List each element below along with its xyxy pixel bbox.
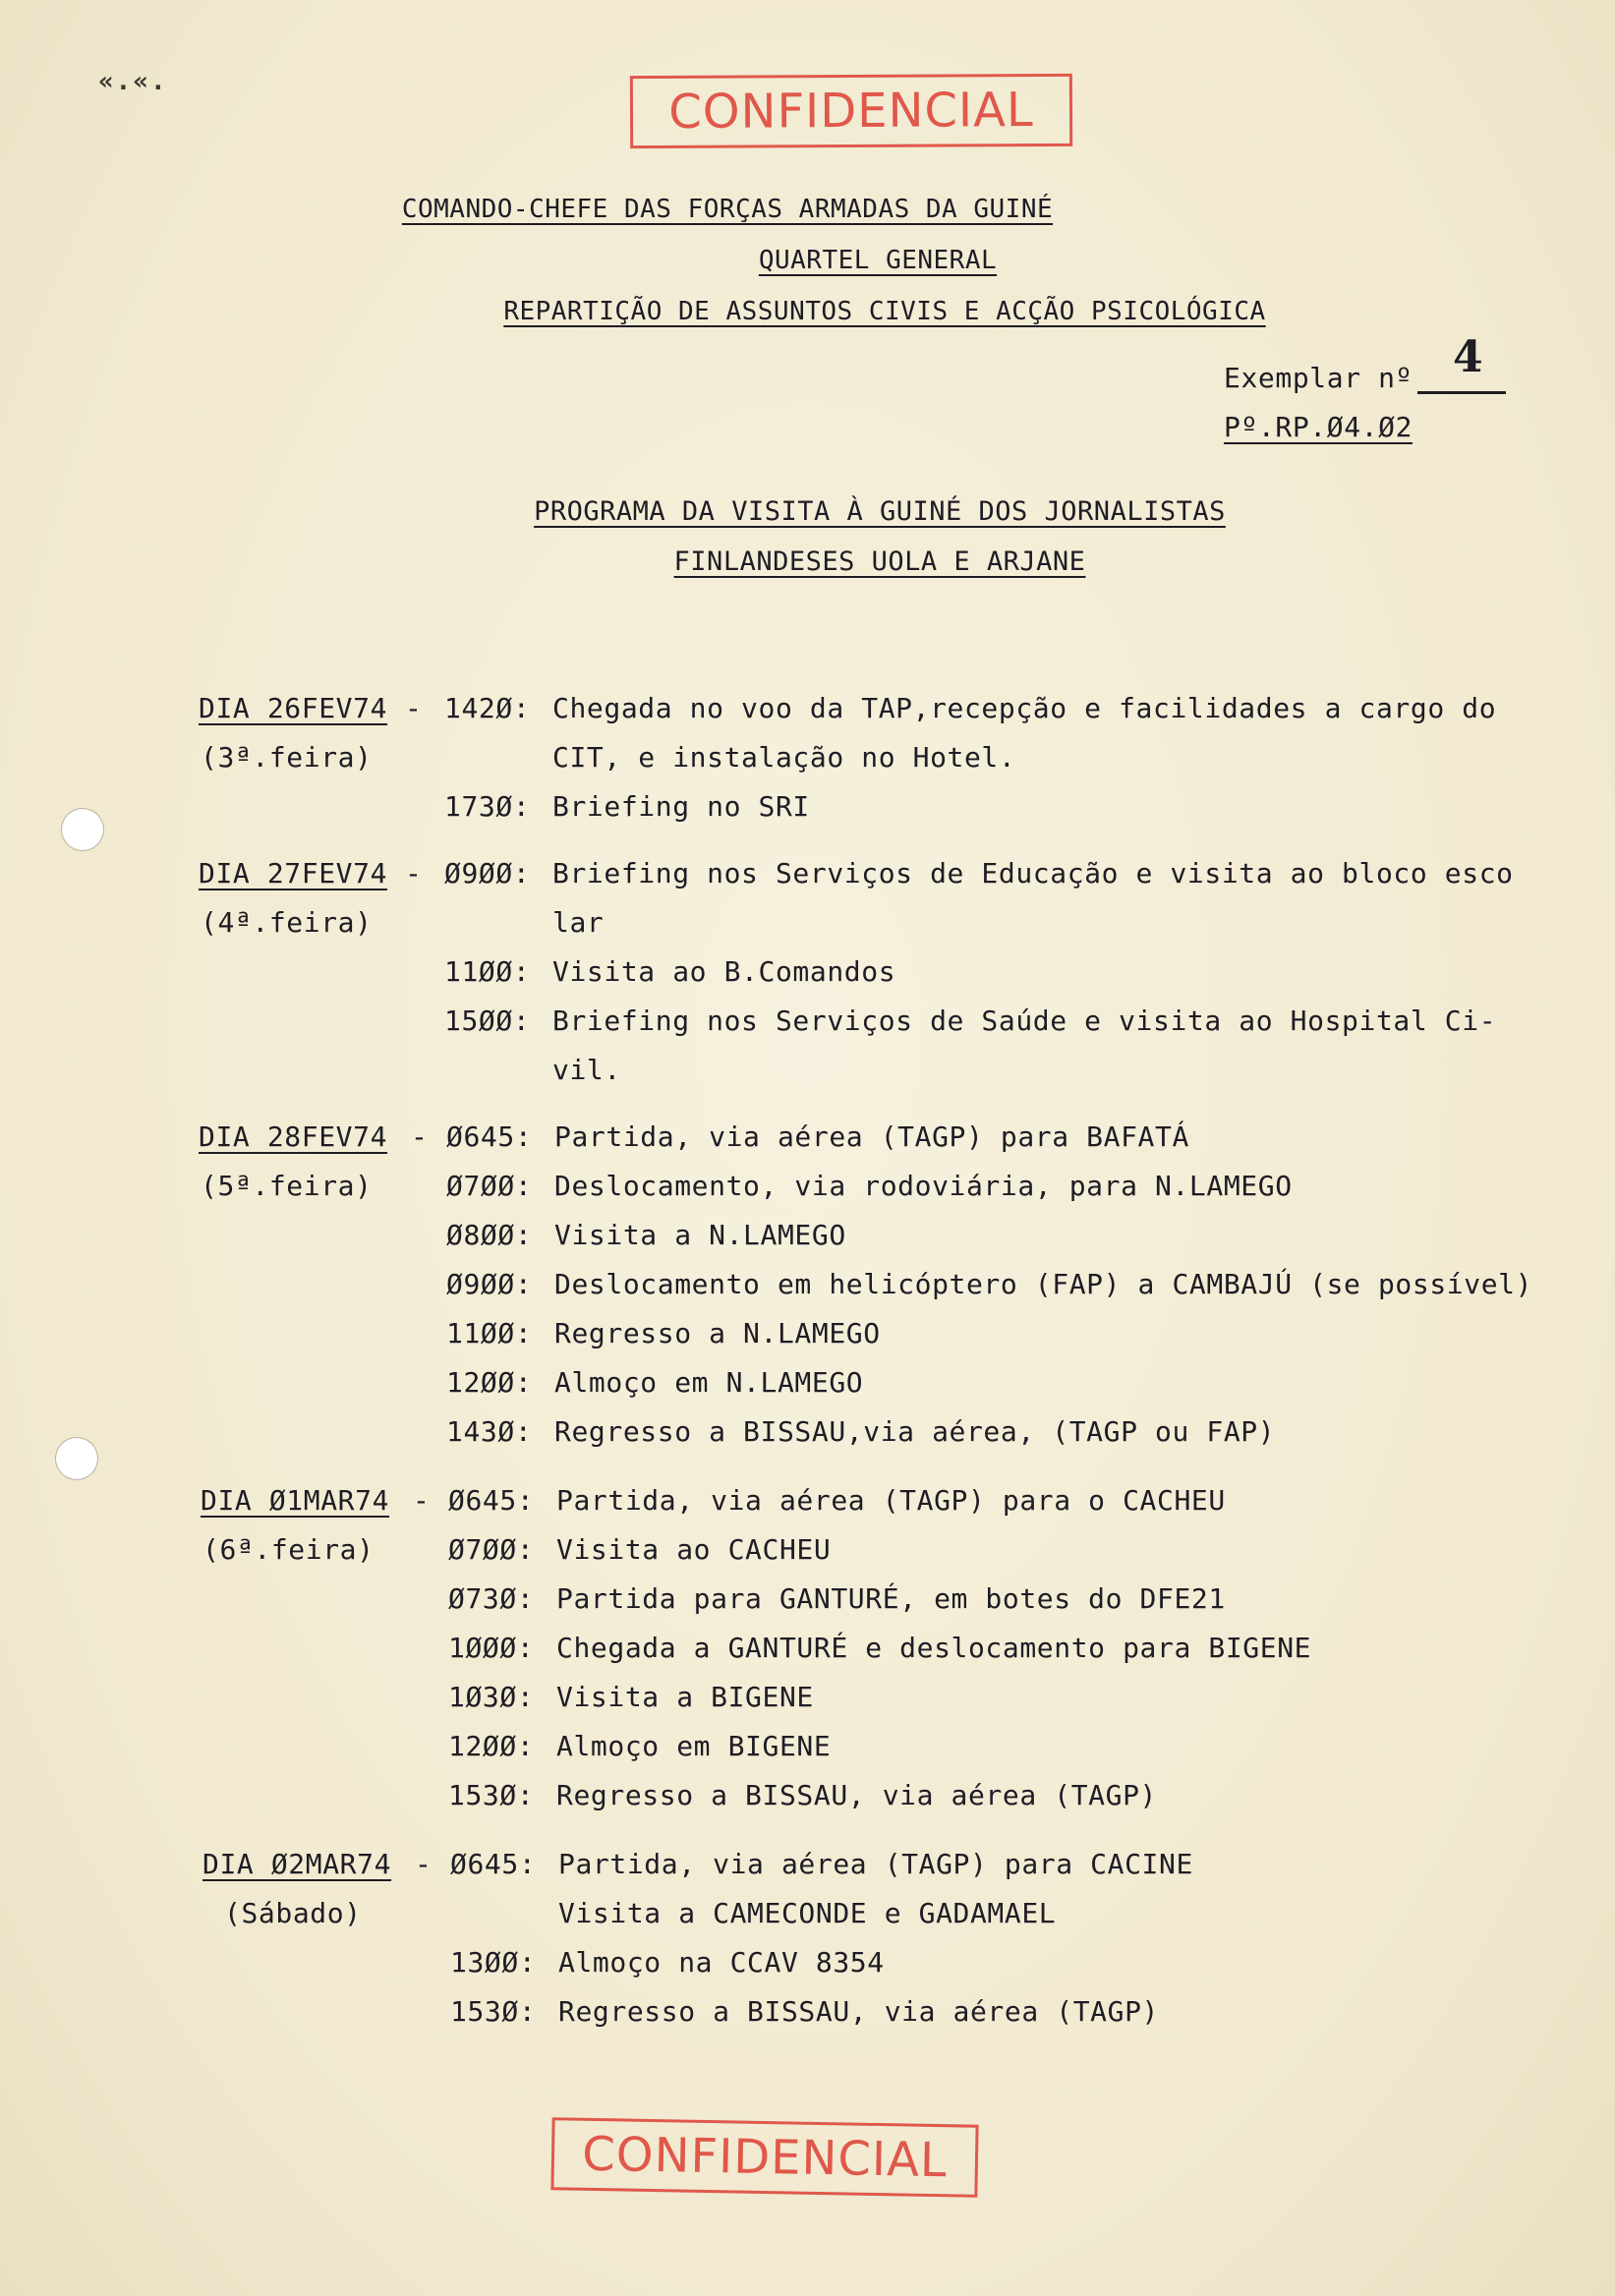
- entry-text: Deslocamento em helicóptero (FAP) a CAMBAJÚ (se possível): [554, 1268, 1533, 1300]
- entry-text: Almoço em BIGENE: [556, 1730, 832, 1762]
- entry-text: CIT, e instalação no Hotel.: [552, 741, 1016, 774]
- entry-text: Visita ao B.Comandos: [552, 955, 896, 988]
- day-dash: -: [411, 1120, 429, 1153]
- day-weekday: (4ª.feira): [201, 906, 373, 939]
- entry-time: 15ØØ:: [444, 1004, 531, 1037]
- entry-text: Partida, via aérea (TAGP) para o CACHEU: [556, 1484, 1226, 1517]
- entry-time: 11ØØ:: [444, 955, 531, 988]
- entry-text: Deslocamento, via rodoviária, para N.LAMEGO: [554, 1170, 1293, 1202]
- entry-time: Ø8ØØ:: [446, 1219, 533, 1251]
- title-line-2: FINLANDESES UOLA E ARJANE: [673, 546, 1086, 577]
- entry-text: Partida, via aérea (TAGP) para BAFATÁ: [554, 1120, 1189, 1153]
- entry-time: 12ØØ:: [448, 1730, 535, 1762]
- entry-time: 143Ø:: [446, 1415, 533, 1448]
- header-command: [0, 195, 1455, 224]
- entry-time: Ø73Ø:: [448, 1582, 535, 1615]
- entry-text: Almoço em N.LAMEGO: [554, 1366, 864, 1399]
- corner-mark: «.«.: [98, 67, 168, 96]
- copy-number: 4: [1453, 332, 1483, 382]
- entry-text: Regresso a BISSAU,via aérea, (TAGP ou FAP): [554, 1415, 1276, 1448]
- title-line-1: PROGRAMA DA VISITA À GUINÉ DOS JORNALISTAS: [534, 496, 1226, 527]
- entry-time: 12ØØ:: [446, 1366, 533, 1399]
- entry-text: Visita ao CACHEU: [556, 1533, 832, 1566]
- day-dash: -: [405, 857, 423, 890]
- entry-text: Regresso a BISSAU, via aérea (TAGP): [558, 1995, 1160, 2028]
- entry-time: 1ØØØ:: [448, 1632, 535, 1664]
- reference-code: Pº.RP.Ø4.Ø2: [1224, 411, 1413, 443]
- day-date: DIA 26FEV74: [199, 692, 388, 724]
- entry-time: 153Ø:: [450, 1995, 537, 2028]
- header-line-2: QUARTEL GENERAL: [758, 246, 998, 275]
- entry-text: Partida para GANTURÉ, em botes do DFE21: [556, 1582, 1226, 1615]
- entry-time: Ø7ØØ:: [448, 1533, 535, 1566]
- program-title-2: [0, 546, 1615, 577]
- confidential-stamp-bottom: CONFIDENCIAL: [550, 2117, 978, 2198]
- header-line-1: COMANDO-CHEFE DAS FORÇAS ARMADAS DA GUINÉ: [401, 195, 1054, 224]
- header-hq: [0, 246, 1615, 275]
- entry-time: 11ØØ:: [446, 1317, 533, 1349]
- header-department: [0, 297, 1615, 326]
- entry-time: 173Ø:: [444, 790, 531, 823]
- entry-text: Chegada a GANTURÉ e deslocamento para BIGENE: [556, 1632, 1312, 1664]
- day-dash: -: [405, 692, 423, 724]
- entry-text: Chegada no voo da TAP,recepção e facilidades a cargo do: [552, 692, 1497, 724]
- day-dash: -: [415, 1848, 433, 1880]
- entry-time: Ø645:: [450, 1848, 537, 1880]
- entry-time: Ø7ØØ:: [446, 1170, 533, 1202]
- entry-text: Briefing nos Serviços de Saúde e visita ao Hospital Ci-: [552, 1004, 1497, 1037]
- entry-text: Visita a CAMECONDE e GADAMAEL: [558, 1897, 1057, 1929]
- punch-hole-top: [61, 808, 104, 851]
- day-date: DIA Ø2MAR74: [202, 1848, 392, 1880]
- entry-text: Visita a BIGENE: [556, 1681, 814, 1713]
- entry-text: Briefing no SRI: [552, 790, 810, 823]
- entry-text: Regresso a N.LAMEGO: [554, 1317, 881, 1349]
- program-title-1: [0, 496, 1615, 527]
- entry-text: vil.: [552, 1054, 621, 1086]
- entry-text: Briefing nos Serviços de Educação e visita ao bloco esco: [552, 857, 1514, 890]
- entry-time: Ø9ØØ:: [444, 857, 531, 890]
- entry-text: lar: [552, 906, 605, 939]
- entry-time: Ø645:: [446, 1120, 533, 1153]
- day-weekday: (6ª.feira): [202, 1533, 375, 1566]
- day-date: DIA Ø1MAR74: [201, 1484, 390, 1517]
- entry-time: 142Ø:: [444, 692, 531, 724]
- header-line-3: REPARTIÇÃO DE ASSUNTOS CIVIS E ACÇÃO PSICOLÓGICA: [503, 297, 1266, 326]
- entry-text: Partida, via aérea (TAGP) para CACINE: [558, 1848, 1193, 1880]
- entry-text: Almoço na CCAV 8354: [558, 1946, 885, 1979]
- day-weekday: (3ª.feira): [201, 741, 373, 774]
- punch-hole-bottom: [55, 1437, 98, 1480]
- day-weekday: (Sábado): [224, 1897, 362, 1929]
- copy-label: Exemplar nº: [1224, 362, 1413, 394]
- entry-time: 1Ø3Ø:: [448, 1681, 535, 1713]
- entry-time: Ø9ØØ:: [446, 1268, 533, 1300]
- entry-time: Ø645:: [448, 1484, 535, 1517]
- day-weekday: (5ª.feira): [201, 1170, 373, 1202]
- day-date: DIA 27FEV74: [199, 857, 388, 890]
- day-date: DIA 28FEV74: [199, 1120, 388, 1153]
- confidential-stamp-top: CONFIDENCIAL: [630, 74, 1072, 148]
- entry-time: 153Ø:: [448, 1779, 535, 1811]
- entry-time: 13ØØ:: [450, 1946, 537, 1979]
- entry-text: Regresso a BISSAU, via aérea (TAGP): [556, 1779, 1158, 1811]
- day-dash: -: [413, 1484, 431, 1517]
- entry-text: Visita a N.LAMEGO: [554, 1219, 846, 1251]
